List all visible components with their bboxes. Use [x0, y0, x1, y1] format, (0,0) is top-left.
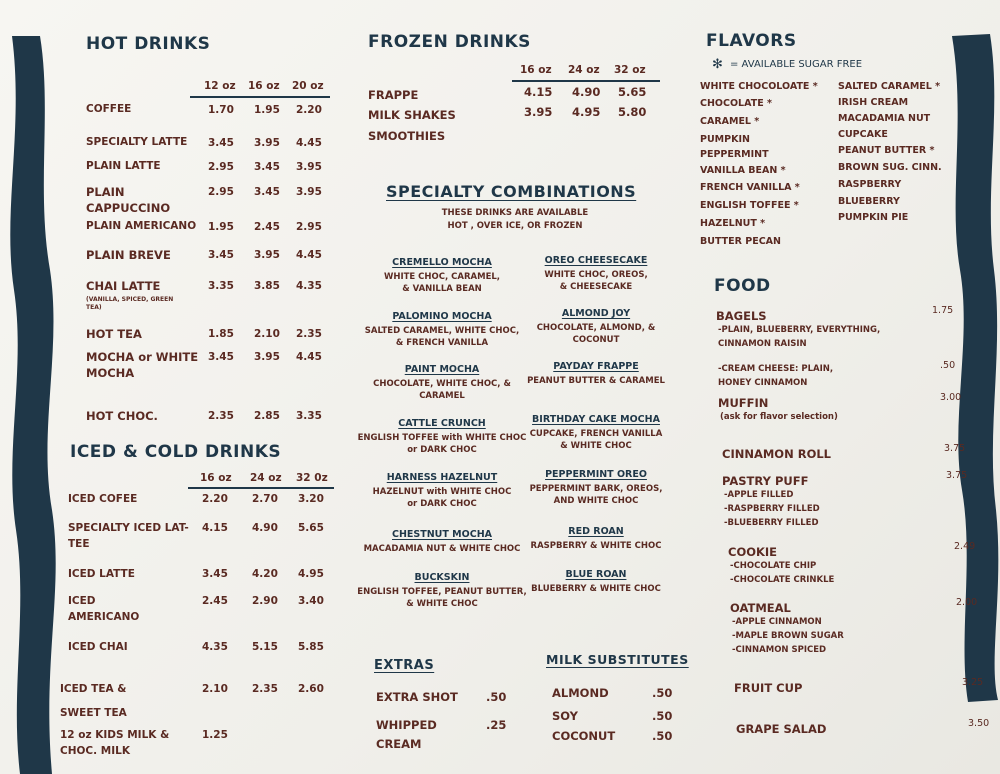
hot-item-price: 4.45 — [296, 351, 322, 363]
specialty-drink-name: BUCKSKIN — [414, 572, 470, 583]
extra-shot-label: EXTRA SHOT — [376, 690, 458, 704]
iced-item-price: 2.35 — [252, 683, 278, 695]
specialty-drink-name: ALMOND JOY — [561, 308, 631, 319]
iced-item-name-cont: CHOC. MILK — [60, 745, 130, 757]
flavor-item: CHOCOLATE * — [700, 98, 772, 109]
iced-item-name-cont: AMERICANO — [68, 611, 140, 623]
iced-item-price: 2.90 — [252, 595, 278, 607]
food-item-desc: (ask for flavor selection) — [720, 412, 838, 422]
hot-item-price: 1.70 — [208, 104, 234, 116]
flavor-item: PEANUT BUTTER * — [838, 145, 935, 156]
specialty-drink-name: RED ROAN — [568, 526, 624, 537]
hot-size-rule — [190, 96, 330, 98]
flavor-item: PUMPKIN PIE — [838, 212, 909, 223]
frozen-size-1: 16 oz — [520, 64, 552, 76]
iced-item-name-cont: SWEET TEA — [60, 707, 127, 719]
flavor-item: BLUEBERRY — [838, 196, 900, 207]
food-item-desc: -CHOCOLATE CRINKLE — [730, 575, 835, 585]
iced-item-price: 4.20 — [252, 568, 278, 580]
hot-item-name: PLAIN — [86, 185, 125, 199]
frozen-item-price: 3.95 — [524, 105, 553, 119]
iced-item-name: 12 oz KIDS MILK & — [60, 729, 170, 741]
whipped-cream-label: WHIPPED — [376, 718, 437, 732]
iced-item-price: 5.85 — [298, 641, 324, 653]
hot-item-name: PLAIN AMERICANO — [86, 220, 197, 232]
food-item-desc: HONEY CINNAMON — [718, 378, 808, 388]
food-item-name: OATMEAL — [730, 601, 791, 615]
hot-item-price: 3.95 — [296, 161, 322, 173]
milk-item-price: .50 — [652, 709, 673, 723]
food-item-desc: -CINNAMON SPICED — [732, 645, 827, 655]
hot-item-name: HOT TEA — [86, 327, 142, 341]
extras-title: EXTRAS — [374, 658, 435, 673]
frozen-item-name: MILK SHAKES — [368, 108, 456, 122]
hot-item-price: 4.45 — [296, 137, 322, 149]
flavor-item: SALTED CARAMEL * — [838, 81, 941, 92]
specialty-drink-name: HARNESS HAZELNUT — [386, 472, 498, 483]
frozen-item-price: 5.80 — [618, 105, 647, 119]
specialty-sub-1: THESE DRINKS ARE AVAILABLE — [441, 208, 589, 218]
hot-item-price: 3.45 — [254, 161, 280, 173]
frozen-size-2: 24 oz — [568, 64, 600, 76]
whipped-cream-label-2: CREAM — [376, 737, 422, 751]
specialty-drink-desc: CHOCOLATE, ALMOND, & — [536, 323, 656, 333]
specialty-drink-name: CHESTNUT MOCHA — [392, 529, 492, 540]
hot-item-price: 3.95 — [254, 137, 280, 149]
hot-item-name: COFFEE — [86, 103, 132, 115]
iced-item-name: ICED — [68, 595, 96, 607]
iced-size-rule — [188, 487, 334, 489]
hot-item-price: 2.95 — [208, 161, 234, 173]
iced-drinks-title: ICED & COLD DRINKS — [70, 442, 282, 462]
food-item-desc: -APPLE FILLED — [724, 490, 794, 500]
hot-item-price: 2.95 — [208, 186, 234, 198]
hot-item-name: PLAIN LATTE — [86, 160, 161, 172]
specialty-drink-name: PAYDAY FRAPPE — [553, 361, 639, 372]
specialty-drink-desc: & VANILLA BEAN — [402, 284, 482, 294]
specialty-drink-name: OREO CHEESECAKE — [544, 255, 648, 266]
specialty-drink-desc: & WHITE CHOC — [560, 441, 632, 451]
left-wave-border — [8, 0, 58, 774]
food-item-name: PASTRY PUFF — [722, 474, 809, 488]
iced-size-2: 24 oz — [250, 472, 282, 484]
flavor-item: FRENCH VANILLA * — [700, 182, 800, 193]
food-item-name: COOKIE — [728, 545, 778, 559]
flavor-item: CUPCAKE — [838, 129, 888, 140]
hot-item-price: 4.35 — [296, 280, 322, 292]
milk-title: MILK SUBSTITUTES — [546, 652, 689, 667]
milk-item-name: SOY — [552, 709, 578, 723]
iced-item-price: 4.15 — [202, 522, 228, 534]
specialty-drink-desc: ENGLISH TOFFEE with WHITE CHOC — [357, 433, 527, 443]
flavor-item: VANILLA BEAN * — [700, 165, 786, 176]
food-item-price: 1.75 — [932, 305, 954, 316]
frozen-item-price: 4.90 — [572, 85, 601, 99]
iced-item-price: 1.25 — [202, 729, 228, 741]
specialty-drink-name: CREMELLO MOCHA — [392, 257, 492, 268]
food-item-price: 3.00 — [940, 392, 962, 403]
hot-item-price: 3.85 — [254, 280, 280, 292]
right-wave-border — [948, 0, 1000, 774]
specialty-drink-name: PEPPERMINT OREO — [545, 469, 647, 480]
flavor-item: BUTTER PECAN — [700, 236, 781, 247]
food-item-name: BAGELS — [716, 309, 767, 323]
iced-item-price: 5.15 — [252, 641, 278, 653]
hot-item-price: 4.45 — [296, 249, 322, 261]
specialty-drink-desc: CHOCOLATE, WHITE CHOC, & — [373, 379, 511, 389]
iced-item-name-cont: TEE — [68, 538, 90, 550]
iced-item-name: ICED LATTE — [68, 568, 135, 580]
hot-item-price: 2.45 — [254, 221, 280, 233]
food-item-desc: -MAPLE BROWN SUGAR — [732, 631, 844, 641]
specialty-drink-desc: ENGLISH TOFFEE, PEANUT BUTTER, — [357, 587, 527, 597]
hot-item-price: 1.95 — [208, 221, 234, 233]
hot-item-name: HOT CHOC. — [86, 409, 158, 423]
specialty-drink-name: PALOMINO MOCHA — [392, 311, 492, 322]
hot-item-price: 2.20 — [296, 104, 322, 116]
food-item-price: 3.25 — [962, 677, 984, 688]
flavor-item: MACADAMIA NUT — [838, 113, 931, 124]
specialty-sub-2: HOT , OVER ICE, OR FROZEN — [447, 221, 583, 231]
flavor-item: WHITE CHOCOLOATE * — [700, 81, 818, 92]
hot-item-price: 3.45 — [254, 186, 280, 198]
specialty-drink-desc: COCONUT — [572, 335, 620, 345]
frozen-item-price: 5.65 — [618, 85, 647, 99]
food-item-desc: -RASPBERRY FILLED — [724, 504, 820, 514]
iced-item-price: 2.60 — [298, 683, 324, 695]
flavor-item: CARAMEL * — [700, 116, 760, 127]
sugar-free-legend: = AVAILABLE SUGAR FREE — [730, 59, 863, 70]
hot-drinks-title: HOT DRINKS — [86, 34, 211, 54]
food-item-price: 2.00 — [956, 597, 978, 608]
frozen-size-rule — [512, 80, 660, 82]
flavor-item: PEPPERMINT — [700, 149, 769, 160]
iced-item-price: 4.95 — [298, 568, 324, 580]
flavor-item: IRISH CREAM — [838, 97, 909, 108]
specialty-drink-name: PAINT MOCHA — [404, 364, 480, 375]
iced-item-price: 2.10 — [202, 683, 228, 695]
flavor-item: PUMPKIN — [700, 134, 750, 145]
food-item-desc: -BLUEBERRY FILLED — [724, 518, 819, 528]
iced-item-name: ICED COFEE — [68, 493, 138, 505]
hot-item-name-cont: MOCHA — [86, 366, 135, 380]
iced-item-name: SPECIALTY ICED LAT- — [68, 522, 189, 534]
specialty-drink-name: BLUE ROAN — [565, 569, 627, 580]
iced-item-price: 5.65 — [298, 522, 324, 534]
iced-size-1: 16 oz — [200, 472, 232, 484]
hot-item-name-cont: CAPPUCCINO — [86, 201, 171, 215]
specialty-drink-name: BIRTHDAY CAKE MOCHA — [532, 414, 660, 425]
food-item-name: CINNAMON ROLL — [722, 447, 832, 461]
specialty-drink-desc: WHITE CHOC, OREOS, — [544, 270, 648, 280]
specialty-drink-desc: CARAMEL — [419, 391, 465, 401]
food-item-desc: -PLAIN, BLUEBERRY, EVERYTHING, — [718, 325, 881, 335]
hot-item-price: 3.45 — [208, 351, 234, 363]
iced-item-price: 2.45 — [202, 595, 228, 607]
specialty-drink-desc: & FRENCH VANILLA — [395, 338, 489, 348]
whipped-cream-price: .25 — [486, 718, 507, 732]
frozen-item-price: 4.95 — [572, 105, 601, 119]
hot-size-2: 16 oz — [248, 80, 280, 92]
hot-item-price: 3.35 — [208, 280, 234, 292]
flavor-item: ENGLISH TOFFEE * — [700, 200, 799, 211]
milk-item-price: .50 — [652, 686, 673, 700]
food-item-price: 3.75 — [944, 443, 966, 454]
specialty-title: SPECIALTY COMBINATIONS — [386, 182, 637, 201]
food-item-price: 2.49 — [954, 541, 976, 552]
hot-item-note: (VANILLA, SPICED, GREEN — [86, 296, 174, 303]
iced-item-price: 3.40 — [298, 595, 324, 607]
hot-size-1: 12 oz — [204, 80, 236, 92]
specialty-drink-desc: or DARK CHOC — [407, 445, 477, 455]
food-item-name: GRAPE SALAD — [736, 722, 827, 736]
sugar-free-mark-icon: ✻ — [712, 57, 723, 72]
iced-item-price: 4.35 — [202, 641, 228, 653]
extra-shot-price: .50 — [486, 690, 507, 704]
food-item-name: MUFFIN — [718, 396, 769, 410]
specialty-drink-desc: RASPBERRY & WHITE CHOC — [530, 541, 662, 551]
specialty-drink-desc: PEANUT BUTTER & CARAMEL — [527, 376, 665, 386]
hot-item-price: 3.35 — [296, 410, 322, 422]
specialty-drink-desc: & WHITE CHOC — [406, 599, 478, 609]
hot-item-name: CHAI LATTE — [86, 279, 161, 293]
iced-item-price: 2.20 — [202, 493, 228, 505]
flavors-title: FLAVORS — [706, 31, 797, 51]
hot-item-price: 2.85 — [254, 410, 280, 422]
frozen-item-name: FRAPPE — [368, 88, 419, 102]
specialty-drink-desc: SALTED CARAMEL, WHITE CHOC, — [364, 326, 520, 336]
iced-item-name: ICED TEA & — [60, 683, 127, 695]
frozen-item-name: SMOOTHIES — [368, 129, 446, 143]
food-item-price: 3.75 — [946, 470, 968, 481]
specialty-drink-desc: or DARK CHOC — [407, 499, 477, 509]
frozen-item-price: 4.15 — [524, 85, 553, 99]
specialty-drink-desc: WHITE CHOC, CARAMEL, — [383, 272, 501, 282]
hot-item-price: 2.95 — [296, 221, 322, 233]
hot-item-name: SPECIALTY LATTE — [86, 136, 188, 148]
food-item-desc: -CHOCOLATE CHIP — [730, 561, 817, 571]
specialty-drink-desc: BLUEBERRY & WHITE CHOC — [531, 584, 661, 594]
food-item-desc: CINNAMON RAISIN — [718, 339, 807, 349]
hot-item-price: 2.35 — [296, 328, 322, 340]
hot-item-note: TEA) — [86, 304, 102, 311]
hot-item-price: 2.35 — [208, 410, 234, 422]
flavor-item: HAZELNUT * — [700, 218, 766, 229]
iced-item-name: ICED CHAI — [68, 641, 128, 653]
specialty-drink-desc: AND WHITE CHOC — [553, 496, 639, 506]
flavor-item: RASPBERRY — [838, 179, 902, 190]
iced-item-price: 3.45 — [202, 568, 228, 580]
frozen-size-3: 32 oz — [614, 64, 646, 76]
iced-item-price: 3.20 — [298, 493, 324, 505]
hot-item-price: 3.45 — [208, 249, 234, 261]
specialty-drink-desc: CUPCAKE, FRENCH VANILLA — [529, 429, 663, 439]
hot-item-price: 2.10 — [254, 328, 280, 340]
iced-size-3: 32 0z — [296, 472, 328, 484]
iced-item-price: 2.70 — [252, 493, 278, 505]
specialty-drink-desc: MACADAMIA NUT & WHITE CHOC — [363, 544, 521, 554]
hot-item-price: 3.95 — [254, 351, 280, 363]
food-item-price: .50 — [940, 360, 956, 371]
specialty-drink-desc: & CHEESECAKE — [559, 282, 633, 292]
iced-item-price: 4.90 — [252, 522, 278, 534]
specialty-drink-desc: HAZELNUT with WHITE CHOC — [372, 487, 512, 497]
food-item-desc: -APPLE CINNAMON — [732, 617, 822, 627]
milk-item-name: ALMOND — [552, 686, 609, 700]
milk-item-name: COCONUT — [552, 729, 616, 743]
hot-size-3: 20 oz — [292, 80, 324, 92]
specialty-drink-desc: PEPPERMINT BARK, OREOS, — [529, 484, 663, 494]
specialty-drink-name: CATTLE CRUNCH — [398, 418, 486, 429]
hot-item-price: 3.95 — [296, 186, 322, 198]
hot-item-price: 1.85 — [208, 328, 234, 340]
milk-item-price: .50 — [652, 729, 673, 743]
food-item-price: 3.50 — [968, 718, 990, 729]
hot-item-price: 3.95 — [254, 249, 280, 261]
frozen-drinks-title: FROZEN DRINKS — [368, 32, 531, 52]
flavor-item: BROWN SUG. CINN. — [838, 162, 942, 173]
hot-item-price: 1.95 — [254, 104, 280, 116]
food-title: FOOD — [714, 276, 771, 296]
food-item-desc: -CREAM CHEESE: PLAIN, — [718, 364, 834, 374]
hot-item-price: 3.45 — [208, 137, 234, 149]
hot-item-name: PLAIN BREVE — [86, 248, 171, 262]
food-item-name: FRUIT CUP — [734, 681, 803, 695]
hot-item-name: MOCHA or WHITE — [86, 350, 199, 364]
